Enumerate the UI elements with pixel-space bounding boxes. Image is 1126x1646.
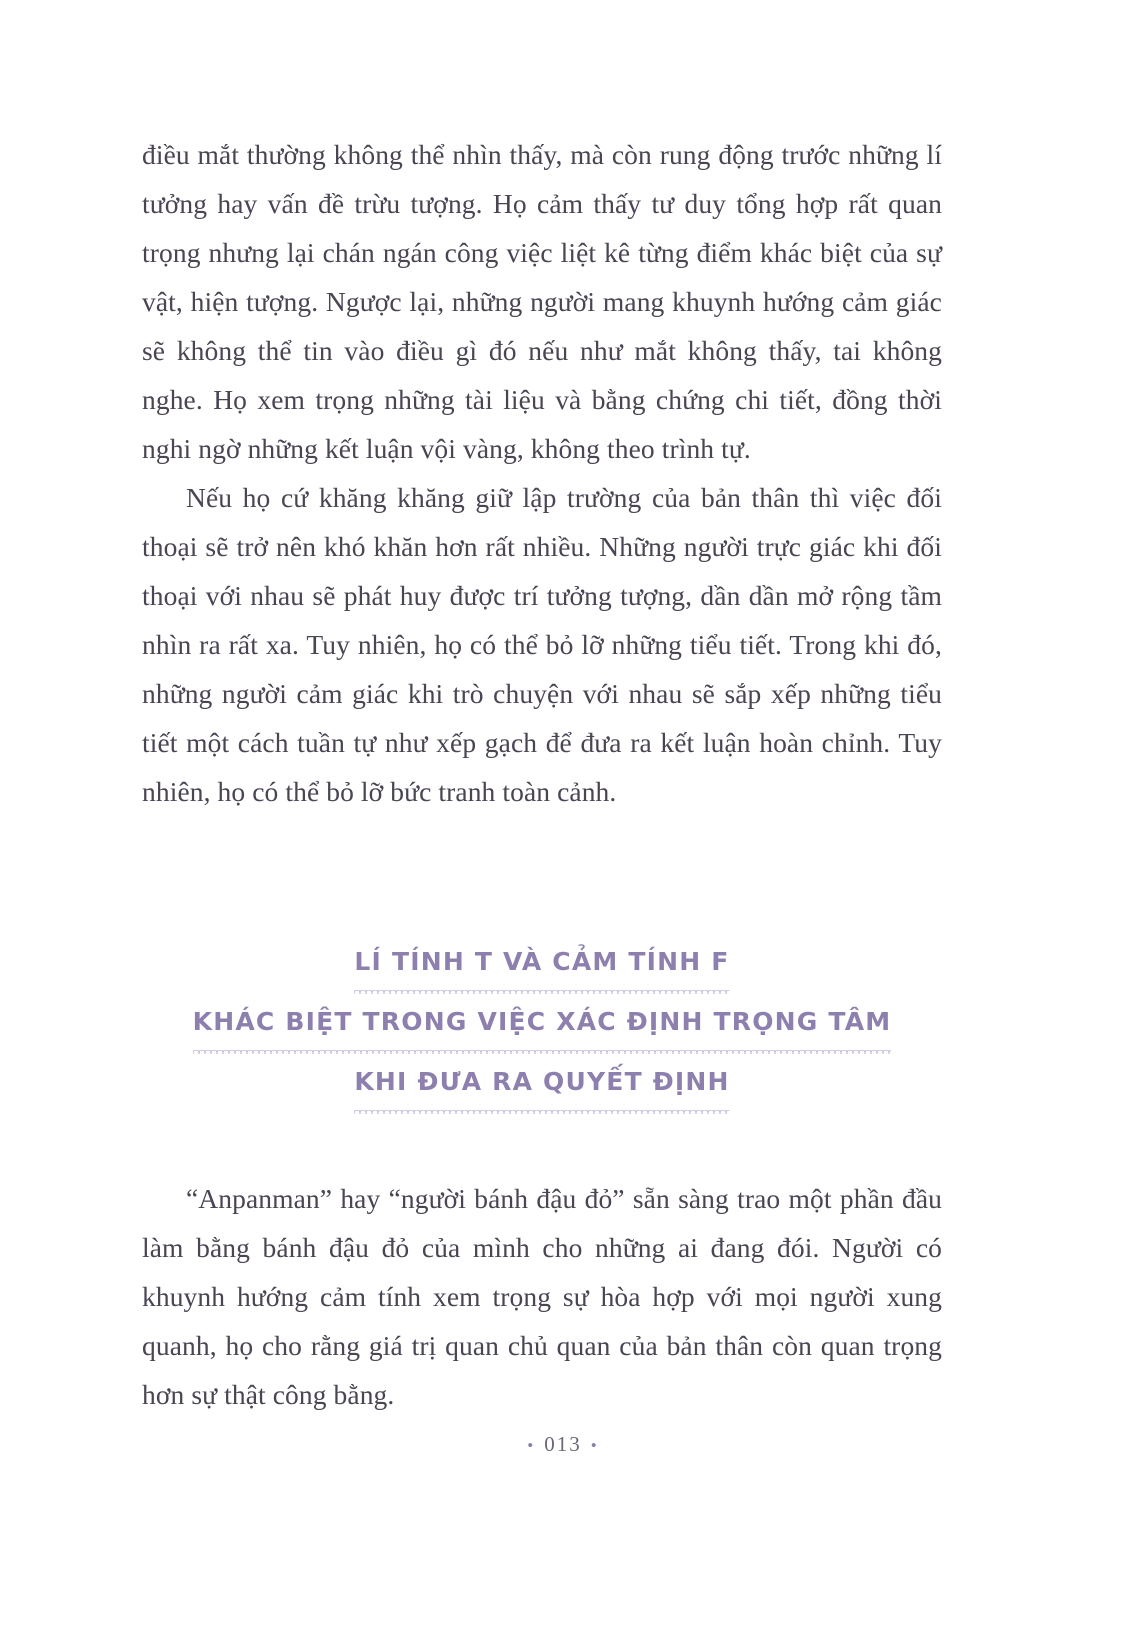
section-heading-line-3 bbox=[142, 1054, 942, 1114]
section-heading-line-2 bbox=[142, 994, 942, 1054]
section-heading-line-1-text: LÍ TÍNH T VÀ CẢM TÍNH F bbox=[354, 934, 729, 994]
body-paragraph-3: “Anpanman” hay “người bánh đậu đỏ” sẵn sàng trao một phần đầu làm bằng bánh đậu đỏ của mình cho những ai đang đói. Người có khuynh hướng cảm tính xem trọng sự hòa hợp với mọi người xung quanh, họ cho rằng giá trị quan chủ quan của bản thân còn quan trọng hơn sự thật công bằng. bbox=[142, 1183, 942, 1410]
folio-dot-right: • bbox=[590, 1436, 599, 1456]
body-paragraph-2: Nếu họ cứ khăng khăng giữ lập trường của bản thân thì việc đối thoại sẽ trở nên khó khăn hơn rất nhiều. Những người trực giác khi đối thoại với nhau sẽ phát huy được trí tưởng tượng, dần dần mở rộng tầm nhìn ra rất xa. Tuy nhiên, họ có thể bỏ lỡ những tiểu tiết. Trong khi đó, những người cảm giác khi trò chuyện với nhau sẽ sắp xếp những tiểu tiết một cách tuần tự như xếp gạch để đưa ra kết luận hoàn chỉnh. Tuy nhiên, họ có thể bỏ lỡ bức tranh toàn cảnh. bbox=[142, 482, 942, 807]
section-heading-line-3-text: KHI ĐƯA RA QUYẾT ĐỊNH bbox=[354, 1054, 729, 1114]
page-content bbox=[142, 130, 942, 1419]
page-number: 013 bbox=[544, 1432, 582, 1456]
body-paragraph-1: điều mắt thường không thể nhìn thấy, mà còn rung động trước những lí tưởng hay vấn đề trừu tượng. Họ cảm thấy tư duy tổng hợp rất quan trọng nhưng lại chán ngán công việc liệt kê từng điểm khác biệt của sự vật, hiện tượng. Ngược lại, những người mang khuynh hướng cảm giác sẽ không thể tin vào điều gì đó nếu như mắt không thấy, tai không nghe. Họ xem trọng những tài liệu và bằng chứng chi tiết, đồng thời nghi ngờ những kết luận vội vàng, không theo trình tự. bbox=[142, 139, 942, 464]
section-heading bbox=[142, 934, 942, 1114]
section-heading-line-2-text: KHÁC BIỆT TRONG VIỆC XÁC ĐỊNH TRỌNG TÂM bbox=[193, 994, 892, 1054]
section-heading-line-1 bbox=[142, 934, 942, 994]
page-footer bbox=[0, 1432, 1126, 1457]
folio-dot-left: • bbox=[527, 1436, 536, 1456]
